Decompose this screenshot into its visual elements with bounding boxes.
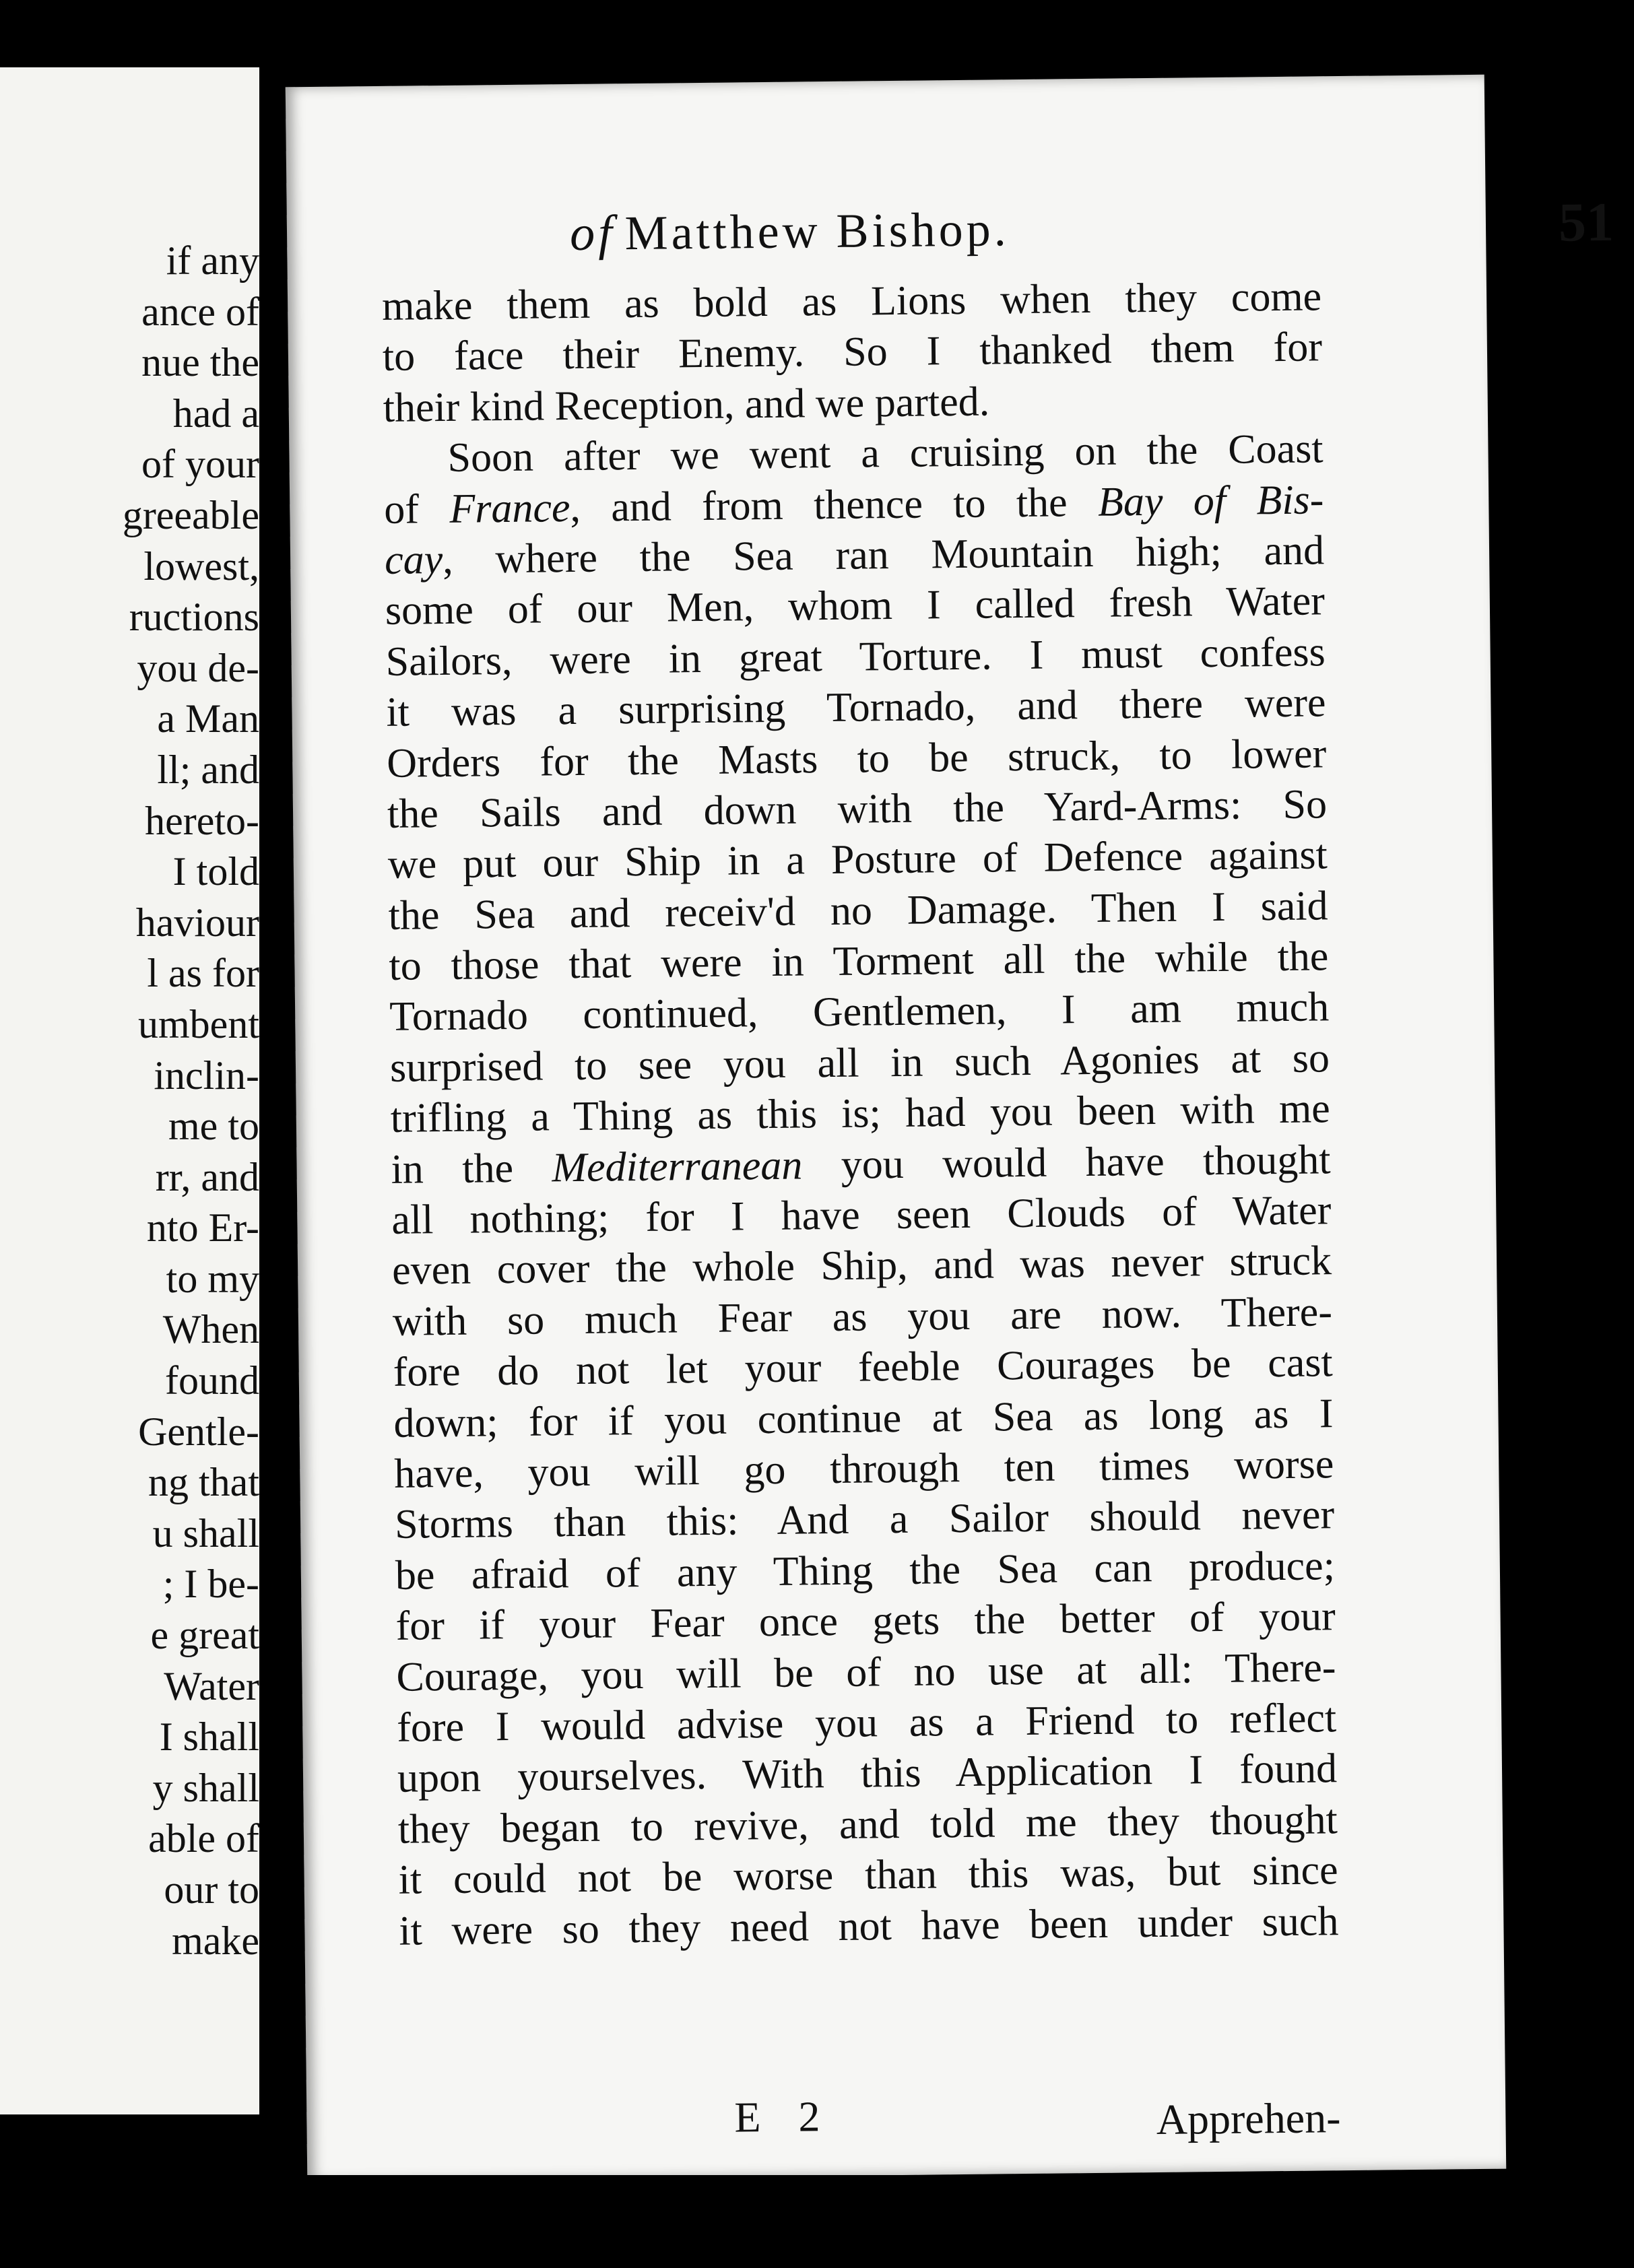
text-line: to face their Enemy. So I thanked them for xyxy=(382,324,1323,380)
running-head-title: Matthew Bishop. xyxy=(624,202,1010,261)
left-page-line: me to xyxy=(168,1104,259,1149)
catchword: Apprehen- xyxy=(1156,2094,1341,2144)
text-line: in the Mediterranean you would have thought xyxy=(391,1136,1331,1193)
left-page-line: make xyxy=(172,1918,259,1963)
text-line: some of our Men, whom I called fresh Water xyxy=(385,578,1326,634)
text-line: have, you will go through ten times worse xyxy=(393,1441,1334,1497)
text-line: down; for if you continue at Sea as long as I xyxy=(393,1390,1334,1446)
left-page-line: had a xyxy=(172,391,259,436)
text-line: Courage, you will be of no use at all: There- xyxy=(396,1644,1336,1700)
scan-background xyxy=(0,2175,1507,2268)
text-line: their kind Reception, and we parted. xyxy=(383,378,990,431)
left-page-line: able of xyxy=(148,1816,259,1861)
left-page-line: our to xyxy=(164,1867,259,1912)
text-line: the Sails and down with the Yard-Arms: So xyxy=(387,781,1328,837)
text-line: surprised to see you all in such Agonies at so xyxy=(389,1035,1330,1091)
left-page-line: ance of xyxy=(141,289,259,334)
left-page-line: Gentle- xyxy=(138,1409,259,1454)
text-line: upon yourselves. With this Application I found xyxy=(397,1745,1338,1802)
text-line: it was a surprising Tornado, and there were xyxy=(386,679,1326,736)
left-page-line: y shall xyxy=(152,1765,259,1810)
body-text xyxy=(382,271,1339,1956)
left-page-line: lowest, xyxy=(143,543,259,589)
text-line: cay, where the Sea ran Mountain high; and xyxy=(384,527,1325,583)
text-line: of France, and from thence to the Bay of Bis- xyxy=(383,476,1324,533)
text-line: the Sea and receiv'd no Damage. Then I said xyxy=(388,882,1328,939)
text-line: to those that were in Torment all the while the xyxy=(389,933,1329,989)
left-page-line: ; I be- xyxy=(162,1562,259,1607)
left-page-line: Water xyxy=(164,1663,259,1708)
running-head xyxy=(570,201,1010,263)
text-line: Sailors, were in great Torture. I must confess xyxy=(385,629,1326,685)
left-page-line: nue the xyxy=(141,340,259,385)
left-page-line: if any xyxy=(166,238,259,283)
right-page xyxy=(286,75,1614,2181)
text-line: fore I would advise you as a Friend to reflect xyxy=(396,1695,1337,1751)
running-head-of: of xyxy=(569,205,616,261)
text-line: for if your Fear once gets the better of your xyxy=(395,1593,1336,1649)
text-line: Orders for the Masts to be struck, to lower xyxy=(386,730,1327,787)
text-line: be afraid of any Thing the Sea can produce; xyxy=(395,1542,1336,1599)
text-line: make them as bold as Lions when they come xyxy=(381,273,1322,329)
left-page-line: rr, and xyxy=(155,1154,259,1199)
text-line: Soon after we went a cruising on the Coast xyxy=(447,426,1323,481)
text-line: it could not be worse than this was, but since xyxy=(398,1847,1338,1903)
left-page-line: inclin- xyxy=(154,1053,259,1098)
left-page-line: I told xyxy=(172,849,259,894)
left-page-line: you de- xyxy=(137,645,259,690)
text-line: they began to revive, and told me they thought xyxy=(397,1796,1338,1853)
left-page-line: I shall xyxy=(159,1714,259,1760)
left-page-line: nto Er- xyxy=(146,1205,259,1250)
text-line: even cover the whole Ship, and was never struck xyxy=(391,1238,1332,1294)
left-page-line: found xyxy=(165,1358,259,1403)
signature-mark: E 2 xyxy=(733,2092,834,2141)
page-footer xyxy=(401,2086,1341,2150)
left-page-line: u shall xyxy=(152,1510,259,1556)
text-line: trifling a Thing as this is; had you been with me xyxy=(390,1086,1331,1142)
left-page-line: ng that xyxy=(148,1460,259,1505)
left-page-line: When xyxy=(162,1307,259,1352)
left-page-line: haviour xyxy=(135,900,259,945)
left-page-line: hereto- xyxy=(145,798,259,843)
text-line: Storms than this: And a Sailor should never xyxy=(394,1492,1335,1548)
page-header xyxy=(569,191,1614,279)
left-page-line: to my xyxy=(166,1256,259,1301)
left-page-fragment xyxy=(0,67,262,2114)
page-number: 51 xyxy=(1558,191,1614,253)
left-page-line: e great xyxy=(150,1613,259,1658)
left-page-text xyxy=(0,236,259,1966)
text-line: all nothing; for I have seen Clouds of Water xyxy=(391,1187,1332,1243)
left-page-line: ll; and xyxy=(157,747,259,792)
text-line: it were so they need not have been under such xyxy=(399,1898,1339,1954)
text-line: Tornado continued, Gentlemen, I am much xyxy=(389,984,1330,1040)
left-page-line: of your xyxy=(141,442,259,487)
text-line: with so much Fear as you are now. There- xyxy=(392,1289,1333,1345)
left-page-line: ructions xyxy=(129,595,259,640)
text-line: we put our Ship in a Posture of Defence against xyxy=(387,832,1328,888)
left-page-line: a Man xyxy=(157,696,259,741)
left-page-line: umbent xyxy=(138,1001,259,1046)
left-page-line: l as for xyxy=(147,951,259,996)
text-line: fore do not let your feeble Courages be cast xyxy=(393,1339,1334,1396)
left-page-line: greeable xyxy=(122,492,259,537)
